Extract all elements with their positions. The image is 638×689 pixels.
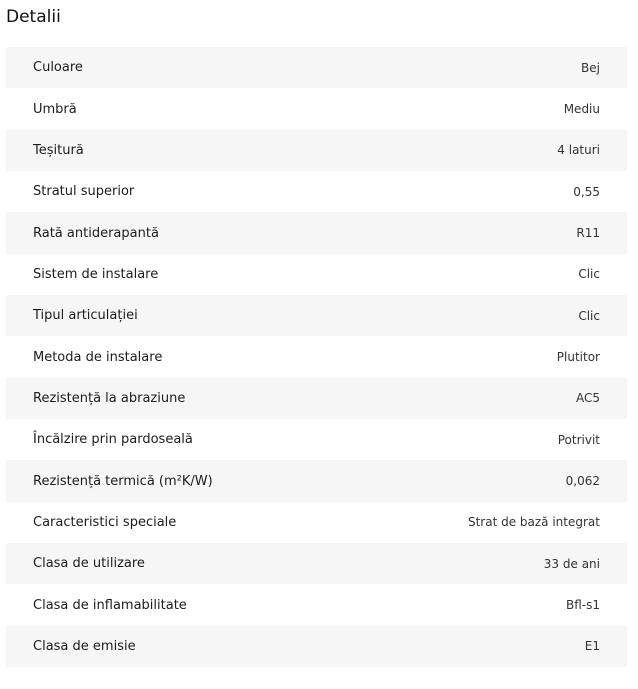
detail-value: Plutitor <box>556 350 600 365</box>
detail-label: Sistem de instalare <box>33 266 159 282</box>
detail-row-slip-rating <box>6 212 627 253</box>
detail-label: Clasa de emisie <box>33 638 136 654</box>
detail-row-special-features <box>6 502 627 543</box>
detail-value: Clic <box>578 267 600 282</box>
detail-label: Rată antiderapantă <box>33 225 159 241</box>
detail-value: Bfl-s1 <box>565 598 600 613</box>
detail-row-thermal-resistance <box>6 460 627 501</box>
detail-row-usage-class <box>6 543 627 584</box>
detail-label: Stratul superior <box>33 184 135 200</box>
detail-value: 33 de ani <box>543 556 600 571</box>
detail-value: E1 <box>584 639 600 654</box>
detail-label: Metoda de instalare <box>33 349 163 365</box>
detail-row-shade <box>6 88 627 129</box>
detail-value: Bej <box>581 60 600 75</box>
detail-value: R11 <box>576 226 600 241</box>
detail-row-underfloor-heating <box>6 419 627 460</box>
detail-value: 4 laturi <box>557 143 600 158</box>
detail-row-emission <box>6 626 627 667</box>
detail-label: Culoare <box>33 60 83 76</box>
detail-label: Rezistență la abraziune <box>33 390 186 406</box>
detail-row-flammability <box>6 584 627 625</box>
detail-row-color <box>6 47 627 88</box>
detail-value: 0,55 <box>573 184 600 199</box>
detail-row-joint-type <box>6 295 627 336</box>
detail-row-top-layer <box>6 171 627 212</box>
detail-value: Potrivit <box>557 432 600 447</box>
detail-value: Strat de bază integrat <box>467 515 600 530</box>
detail-value: Clic <box>578 308 600 323</box>
detail-row-install-system <box>6 254 627 295</box>
details-table <box>6 47 627 667</box>
detail-label: Clasa de utilizare <box>33 556 145 572</box>
detail-value: 0,062 <box>565 474 600 489</box>
section-title: Detalii <box>6 7 61 27</box>
detail-row-install-method <box>6 336 627 377</box>
detail-label: Clasa de inflamabilitate <box>33 597 187 613</box>
detail-row-bevel <box>6 130 627 171</box>
detail-value: AC5 <box>575 391 600 406</box>
detail-label: Caracteristici speciale <box>33 514 177 530</box>
detail-label: Rezistență termică (m²K/W) <box>33 473 213 489</box>
detail-label: Teșitură <box>33 142 84 158</box>
detail-row-abrasion <box>6 378 627 419</box>
detail-label: Încălzire prin pardoseală <box>33 432 193 448</box>
detail-label: Umbră <box>33 101 77 117</box>
detail-value: Mediu <box>563 102 600 117</box>
detail-label: Tipul articulației <box>33 308 138 324</box>
